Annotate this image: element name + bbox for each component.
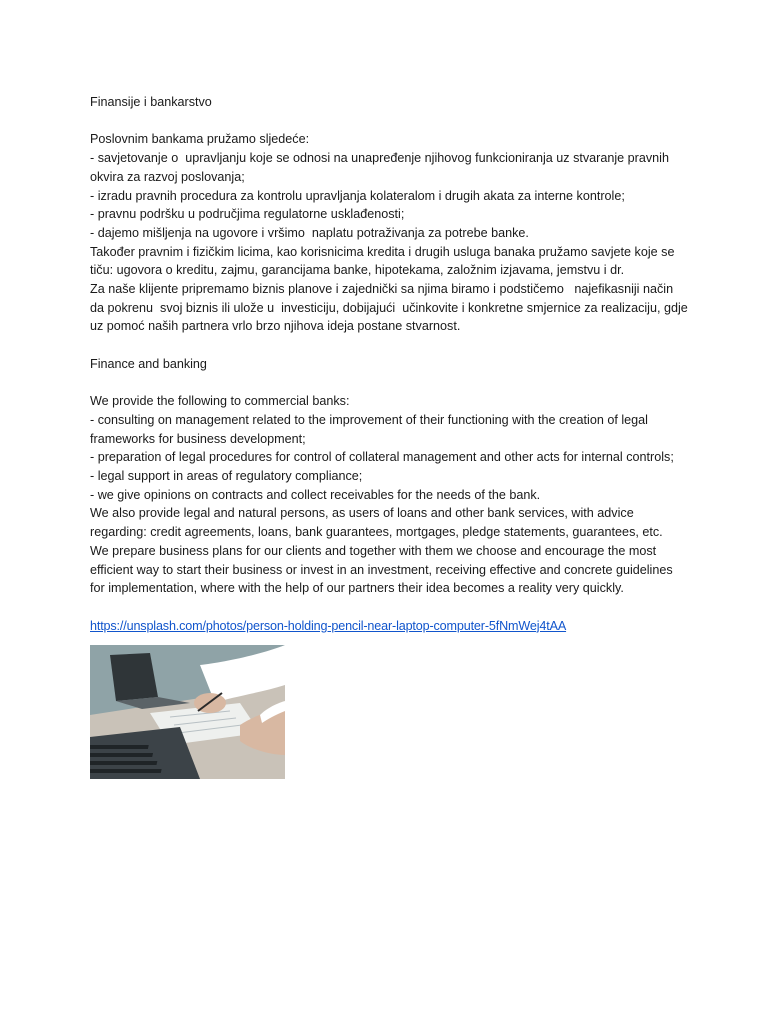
list-item-english-1: - consulting on management related to the improvement of their functioning with the creation of legal frameworks for business development; [90, 412, 652, 446]
list-item-english-4: - we give opinions on contracts and collect receivables for the needs of the bank. [90, 487, 541, 502]
section-title-english: Finance and banking [90, 356, 207, 371]
list-item-bosnian-4: - dajemo mišljenja na ugovore i vršimo naplatu potraživanja za potrebe banke. [90, 225, 529, 240]
intro-english: We provide the following to commercial banks: [90, 394, 350, 409]
list-item-bosnian-2: - izradu pravnih procedura za kontrolu upravljanja kolateralom i drugih akata za interne kontrole; [90, 188, 625, 203]
paragraph-english-1: We also provide legal and natural persons, as users of loans and other bank services, with advice regarding: credit agreements, loans, bank guarantees, mortgages, pledge statements, guarantees, etc. [90, 506, 663, 540]
list-item-bosnian-3: - pravnu podršku u područjima regulatorne usklađenosti; [90, 207, 405, 222]
photo-illustration [90, 645, 285, 779]
list-item-english-2: - preparation of legal procedures for control of collateral management and other acts for internal controls; [90, 450, 674, 465]
intro-bosnian: Poslovnim bankama pružamo sljedeće: [90, 132, 310, 147]
list-item-english-3: - legal support in areas of regulatory compliance; [90, 469, 363, 484]
paragraph-bosnian-2: Za naše klijente pripremamo biznis planove i zajednički sa njima biramo i podstičemo najefikasniji način da pokrenu svoj biznis ili ulože u investiciju, dobijajući učinkovite i konkretne smjernice za realizaciju, gdje uz pomoć naših partnera vrlo brzo njihova ideja postane stvarnost. [90, 282, 692, 334]
unsplash-link[interactable]: https://unsplash.com/photos/person-holding-pencil-near-laptop-computer-5fNmWej4tAA [90, 618, 567, 633]
list-item-bosnian-1: - savjetovanje o upravljanju koje se odnosi na unapređenje njihovog funkcioniranja uz stvaranje pravnih okvira za razvoj poslovanja; [90, 151, 673, 184]
photo-laptop-back [110, 653, 158, 701]
section-title-bosnian: Finansije i bankarstvo [90, 95, 212, 109]
paragraph-english-2: We prepare business plans for our clients and together with them we choose and encourage the most efficient way to start their business or invest in an investment, receiving effective and concrete guidelines for implementation, where with the help of our partners their idea becomes a reality very quickly. [90, 543, 677, 596]
paragraph-bosnian-1: Također pravnim i fizičkim licima, kao korisnicima kredita i drugih usluga banaka pružamo savjete koje se tiču: ugovora o kreditu, zajmu, garancijama banke, hipotekama, založnim izjavama, jemstvu i dr. [90, 244, 678, 278]
photo-person-pencil-laptop [90, 645, 285, 779]
document-page [90, 93, 690, 779]
